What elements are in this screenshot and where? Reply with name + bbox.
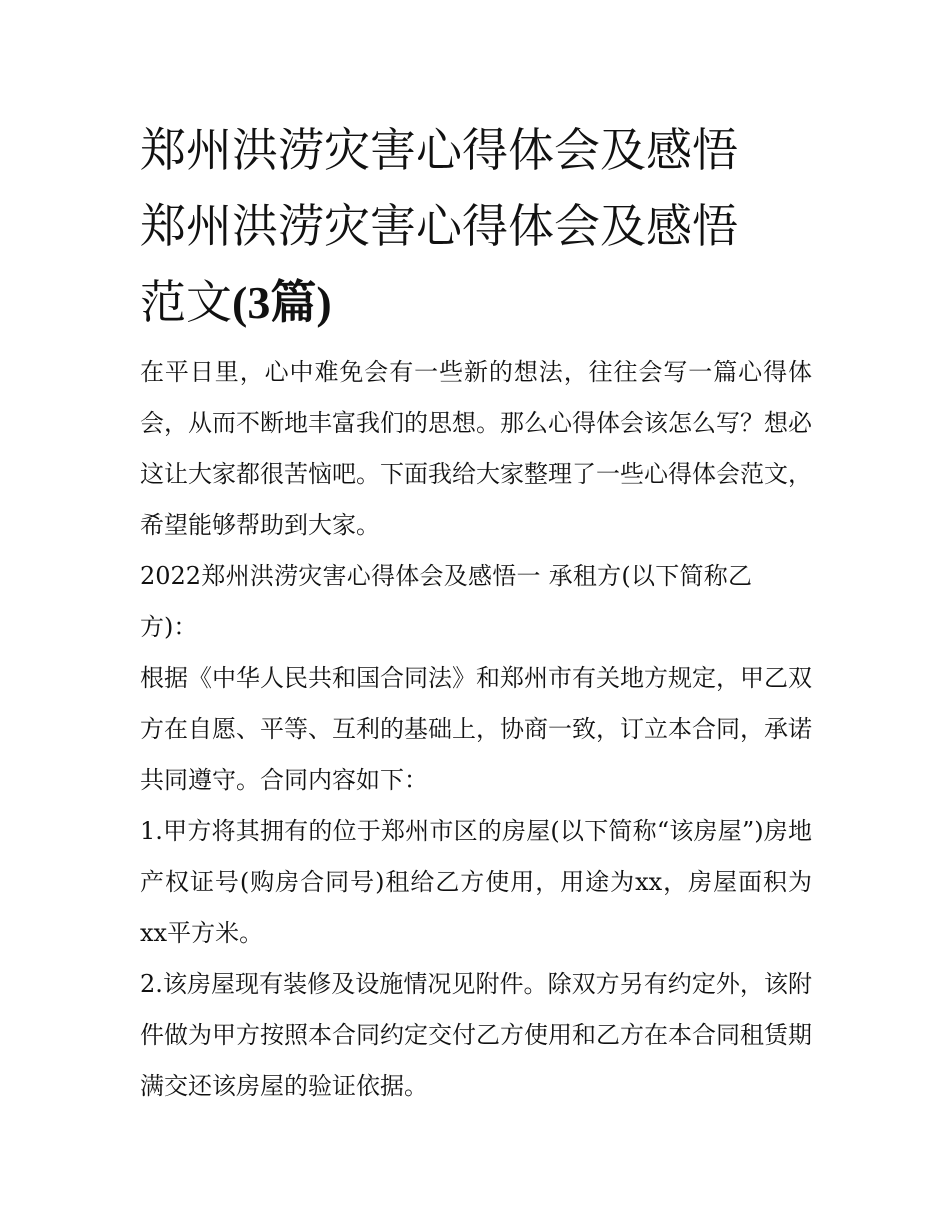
title-line-3-suffix: (3篇) — [232, 277, 332, 328]
clause-2-paragraph: 2.该房屋现有装修及设施情况见附件。除双方另有约定外，该附件做为甲方按照本合同约定交付乙方使用和乙方在本合同租赁期满交还该房屋的验证依据。 — [140, 970, 812, 1100]
title-line-3-prefix: 范文 — [140, 275, 232, 329]
intro-paragraph: 在平日里，心中难免会有一些新的想法，往往会写一篇心得体会，从而不断地丰富我们的思想。那么心得体会该怎么写？想必这让大家都很苦恼吧。下面我给大家整理了一些心得体会范文，希望能够帮助到大家。 — [140, 358, 812, 539]
document-title — [140, 112, 812, 341]
document-page — [140, 112, 812, 1112]
clause-1-paragraph: 1.甲方将其拥有的位于郑州市区的房屋(以下简称“该房屋”)房地产权证号(购房合同号)租给乙方使用，用途为xx，房屋面积为xx平方米。 — [140, 817, 812, 947]
title-line-1: 郑州洪涝灾害心得体会及感悟 — [140, 123, 738, 177]
contract-basis-paragraph: 根据《中华人民共和国合同法》和郑州市有关地方规定，甲乙双方在自愿、平等、互利的基础上，协商一致，订立本合同，承诺共同遵守。合同内容如下： — [140, 664, 812, 794]
section-heading-paragraph: 2022郑州洪涝灾害心得体会及感悟一 承租方(以下简称乙方)： — [140, 562, 752, 641]
title-line-2: 郑州洪涝灾害心得体会及感悟 — [140, 199, 738, 253]
